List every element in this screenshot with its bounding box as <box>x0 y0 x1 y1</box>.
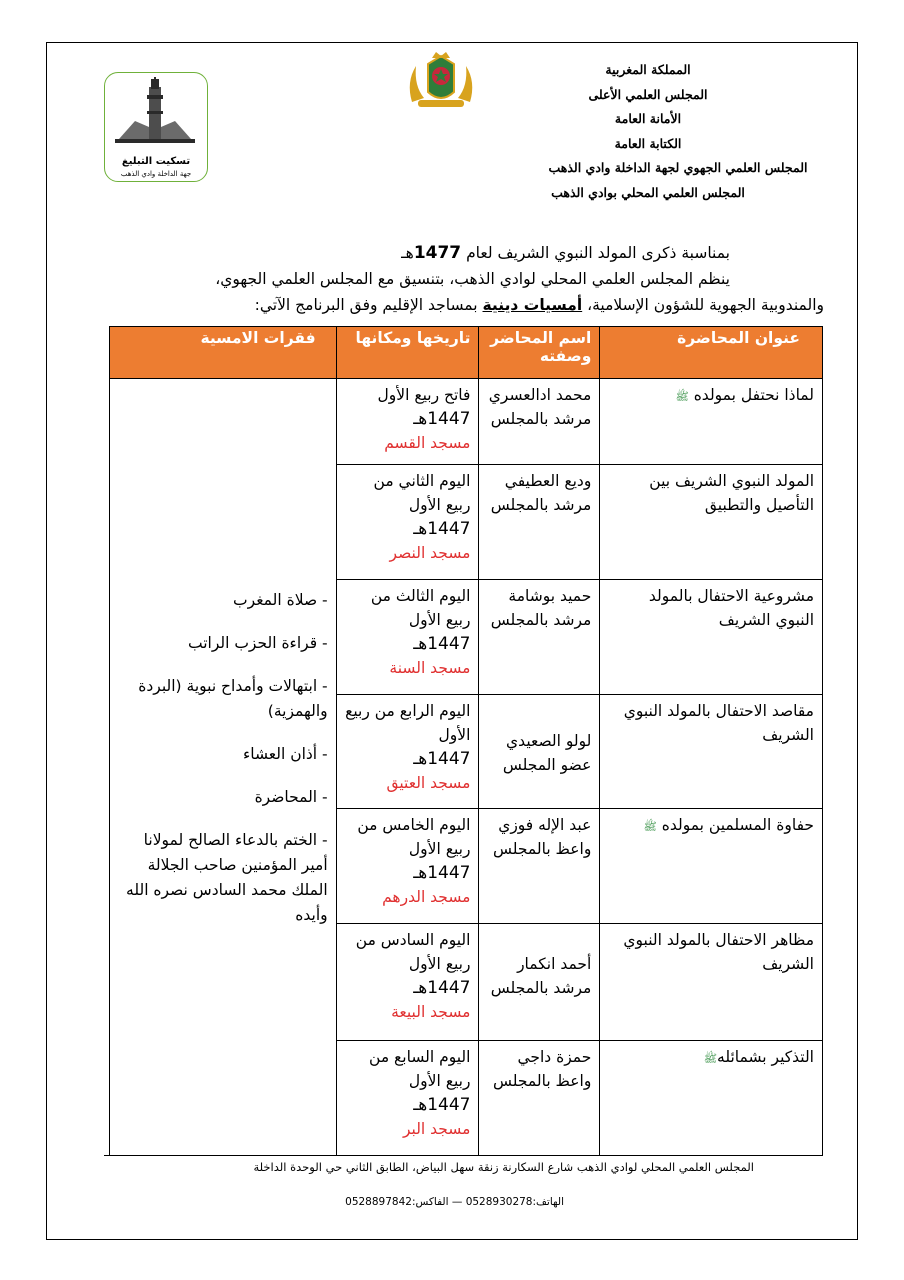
intro-year-suffix: هـ <box>401 244 414 262</box>
lecturer-cell: وديع العطيفي مرشد بالمجلس <box>479 465 600 580</box>
date-cell <box>336 579 479 694</box>
table-row <box>110 379 823 465</box>
mosque-minaret-icon <box>105 77 205 151</box>
table-header-row <box>110 327 823 379</box>
date-day: فاتح ربيع الأول <box>377 386 471 404</box>
intro-line-3-after: بمساجد الإقليم وفق البرنامج الآتي: <box>254 296 478 314</box>
topic-text: مشروعية الاحتفال بالمولد النبوي الشريف <box>648 586 814 629</box>
part-item: - أذان العشاء <box>242 745 328 763</box>
header-date: تاريخها ومكانها <box>336 327 479 379</box>
logo-title: تسكيت التبليغ <box>121 156 191 167</box>
header-line-4: الكتابة العامة <box>614 135 682 151</box>
date-year: 1447هـ <box>413 863 471 884</box>
date-year: 1447هـ <box>413 978 471 999</box>
lecturer-cell: عبد الإله فوزي واعظ بالمجلس <box>479 809 600 924</box>
date-cell <box>336 465 479 580</box>
date-year: 1447هـ <box>413 409 471 429</box>
lecturer-text: أحمد انكمار مرشد بالمجلس <box>490 955 592 998</box>
mosque-name: مسجد العتيق <box>386 773 471 792</box>
lecturer-cell: محمد ادالعسري مرشد بالمجلس <box>479 379 600 465</box>
header-line-5: المجلس العلمي الجهوي لجهة الداخلة وادي الذهب <box>548 160 808 175</box>
institution-header <box>488 58 808 205</box>
header-line-2: المجلس العلمي الأعلى <box>588 86 708 102</box>
date-day: اليوم الثاني من ربيع الأول <box>373 472 471 515</box>
part-item: - قراءة الحزب الراتب <box>187 634 328 652</box>
intro-line-1-text: بمناسبة ذكرى المولد النبوي الشريف لعام <box>466 244 730 262</box>
logo-subtitle: جهة الداخلة وادي الذهب <box>120 170 192 178</box>
footer-address: المجلس العلمي المحلي لوادي الذهب شارع السكارنة زنقة سهل البياض، الطابق الثاني حي الوحدة الداخلة <box>253 1160 754 1174</box>
date-year: 1447هـ <box>413 1095 471 1116</box>
topic-cell <box>600 809 823 924</box>
topic-cell <box>600 579 823 694</box>
pbuh-mark: ﷺ <box>675 390 689 403</box>
header-topic: عنوان المحاضرة <box>600 327 823 379</box>
intro-line-3-before: والمندوبية الجهوية للشؤون الإسلامية، <box>587 296 824 314</box>
intro-line-3 <box>40 292 824 318</box>
topic-text: مقاصد الاحتفال بالمولد النبوي الشريف <box>623 701 814 744</box>
footer-divider <box>104 1155 794 1156</box>
mosque-name: مسجد البر <box>402 1120 471 1139</box>
date-day: اليوم الخامس من ربيع الأول <box>357 816 471 859</box>
lecturer-cell: حميد بوشامة مرشد بالمجلس <box>479 579 600 694</box>
date-cell <box>336 1041 479 1156</box>
date-cell <box>336 694 479 809</box>
topic-cell <box>600 924 823 1041</box>
lecturer-text: لولو الصعيدي عضو المجلس <box>502 731 592 774</box>
header-line-6: المجلس العلمي المحلي بوادي الذهب <box>551 184 745 200</box>
intro-line-2: ينظم المجلس العلمي المحلي لوادي الذهب، بتنسيق مع المجلس العلمي الجهوي، <box>215 270 730 288</box>
topic-cell <box>600 694 823 809</box>
date-cell <box>336 809 479 924</box>
pbuh-mark: ﷺ <box>643 820 657 834</box>
date-year: 1447هـ <box>413 519 471 540</box>
lecturer-cell: حمزة داجي واعظ بالمجلس <box>479 1041 600 1156</box>
date-cell <box>336 379 479 465</box>
part-item: - المحاضرة <box>254 788 328 806</box>
date-year: 1447هـ <box>413 633 471 654</box>
topic-text: التذكير بشمائله <box>717 1048 814 1067</box>
date-day: اليوم الرابع من ربيع الأول <box>345 701 471 744</box>
part-item: - صلاة المغرب <box>233 591 328 609</box>
part-item: - الختم بالدعاء الصالح لمولانا أمير المؤمنين صاحب الجلالة الملك محمد السادس نصره الله وأيده <box>126 831 328 924</box>
footer-contact: الهاتف:0528930278 — الفاكس:0528897842 <box>345 1196 564 1208</box>
header-parts: فقرات الامسية <box>110 327 337 379</box>
mosque-name: مسجد النصر <box>389 544 471 563</box>
lecturer-cell <box>479 694 600 809</box>
pbuh-mark: ﷺ <box>703 1052 718 1066</box>
date-day: اليوم السادس من ربيع الأول <box>355 931 471 974</box>
header-line-3: الأمانة العامة <box>614 111 682 126</box>
mosque-name: مسجد السنة <box>389 658 471 677</box>
lecturer-cell <box>479 924 600 1041</box>
intro-text <box>40 240 824 318</box>
date-day: اليوم السابع من ربيع الأول <box>369 1048 471 1091</box>
royal-emblem-icon <box>402 52 480 110</box>
topic-text: حفاوة المسلمين بمولده <box>661 816 814 835</box>
intro-year: 1477 <box>413 243 462 263</box>
topic-text: مظاهر الاحتفال بالمولد النبوي الشريف <box>623 931 814 974</box>
intro-line-1 <box>40 240 740 266</box>
mosque-name: مسجد البيعة <box>391 1003 471 1022</box>
tabligh-logo <box>104 72 208 182</box>
topic-cell <box>600 1041 823 1156</box>
topic-text: لماذا نحتفل بمولده <box>693 386 814 404</box>
evening-parts-cell <box>110 379 337 1156</box>
topic-cell <box>600 465 823 580</box>
date-cell <box>336 924 479 1041</box>
header-line-1: المملكة المغربية <box>605 62 691 77</box>
date-year: 1447هـ <box>413 748 471 769</box>
mosque-name: مسجد القسم <box>384 434 471 452</box>
date-day: اليوم الثالث من ربيع الأول <box>370 586 471 629</box>
mosque-name: مسجد الدرهم <box>382 888 471 907</box>
intro-emphasis: أمسيات دينية <box>482 296 583 314</box>
topic-text: المولد النبوي الشريف بين التأصيل والتطبيق <box>649 472 814 515</box>
part-item: - ابتهالات وأمداح نبوية (البردة والهمزية) <box>138 677 328 720</box>
program-table <box>109 326 823 1156</box>
topic-cell <box>600 379 823 465</box>
header-lecturer: اسم المحاضر وصفته <box>479 327 600 379</box>
